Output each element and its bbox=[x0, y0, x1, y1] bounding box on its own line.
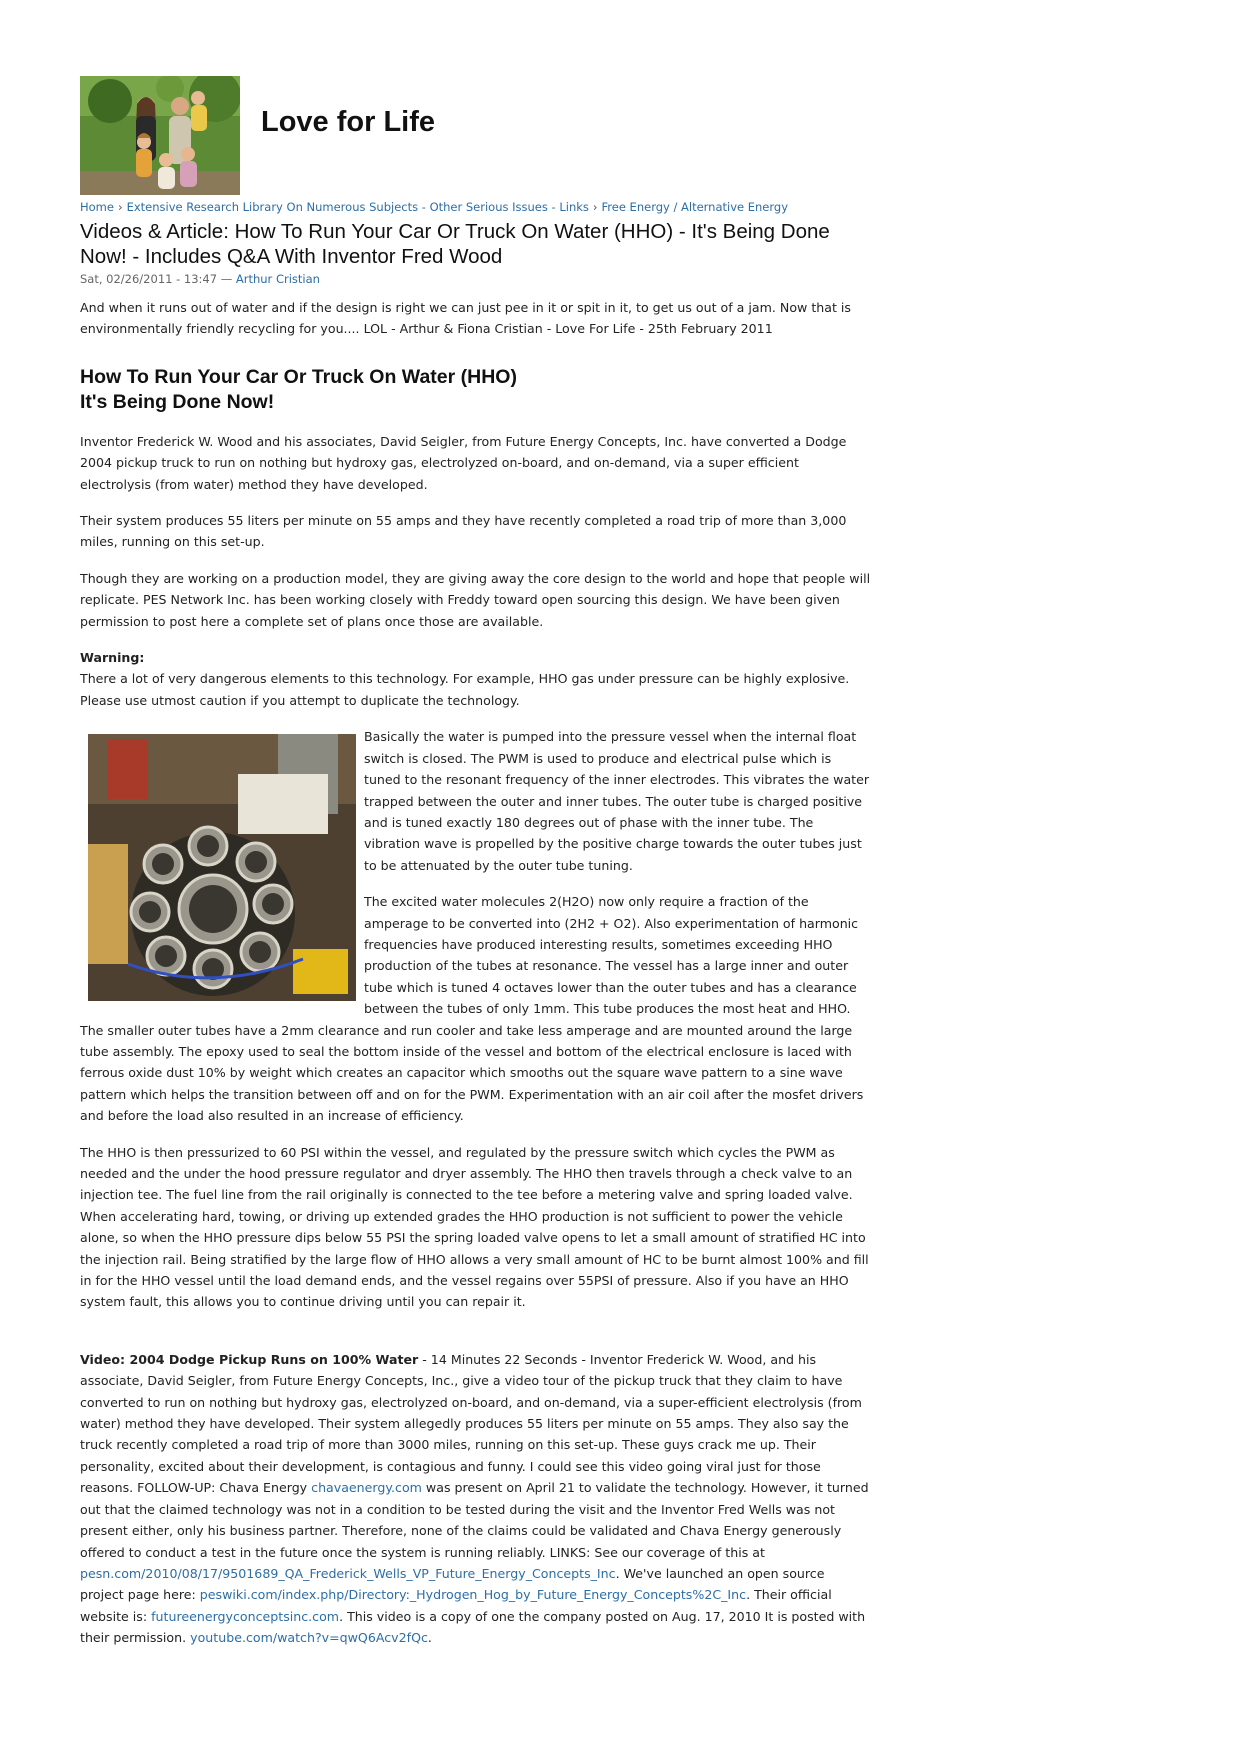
article-meta bbox=[80, 272, 320, 286]
chava-energy-link[interactable]: chavaenergy.com bbox=[311, 1480, 422, 1496]
video-text-3: . We've launched an open source project page here: bbox=[80, 1565, 825, 1603]
breadcrumb-separator: › bbox=[117, 200, 123, 214]
figure-section bbox=[80, 726, 871, 1141]
official-website-link[interactable]: futureenergyconceptsinc.com bbox=[151, 1608, 340, 1624]
paragraph-inventor: Inventor Frederick W. Wood and his associates, David Seigler, from Future Energy Concepts, Inc. have converted a Dodge 2004 pickup truck to run on nothing but hydroxy gas, electrolyzed on-board, and on-demand, via a super efficient electrolysis (from water) method they have developed. bbox=[80, 433, 847, 492]
paragraph-excited-molecules: The excited water molecules 2(H2O) now only require a fraction of the amperage to be converted into (2H2 + O2). Also experimentation of harmonic frequencies have produced interesting results, sometimes exceeding HHO production of the tubes at resonance. The vessel has a large inner and outer tube which is tuned 4 octaves lower than the outer tubes and has a clearance between the tubes of only 1mm. This tube produces the most heat and HHO. The smaller outer tubes have a 2mm clearance and run cooler and take less amperage and are mounted around the large tube assembly. The epoxy used to seal the bottom inside of the vessel and bottom of the electrical enclosure is laced with ferrous oxide dust 10% by weight which creates an capacitor which smooths out the square wave pattern to a sine wave pattern which helps the transition between off and on for the PWM. Experimentation with an air coil after the mosfet drivers and before the load also resulted in an increase of efficiency. bbox=[80, 894, 864, 1124]
section-heading bbox=[80, 365, 871, 415]
section-heading-line1: How To Run Your Car Or Truck On Water (HHO) bbox=[80, 365, 517, 388]
warning-block bbox=[80, 647, 871, 711]
article-date: Sat, 02/26/2011 - 13:47 — bbox=[80, 272, 233, 286]
peswiki-link[interactable]: peswiki.com/index.php/Directory:_Hydrogen_Hog_by_Future_Energy_Concepts%2C_Inc bbox=[199, 1587, 747, 1603]
paragraph-production: Though they are working on a production model, they are giving away the core design to the world and hope that people will replicate. PES Network Inc. has been working closely with Freddy toward open sourcing this design. We have been given permission to post here a complete set of plans once those are available. bbox=[80, 570, 871, 629]
breadcrumb bbox=[80, 200, 788, 214]
hho-tubes-photo bbox=[88, 734, 356, 1001]
paragraph-system: Their system produces 55 liters per minute on 55 amps and they have recently completed a road trip of more than 3,000 miles, running on this set-up. bbox=[80, 513, 847, 550]
site-header bbox=[80, 76, 780, 196]
section-heading-line2: It's Being Done Now! bbox=[80, 390, 275, 413]
breadcrumb-separator: › bbox=[592, 200, 598, 214]
youtube-link[interactable]: youtube.com/watch?v=qwQ6Acv2fQc bbox=[190, 1630, 428, 1646]
pesn-link[interactable]: pesn.com/2010/08/17/9501689_QA_Frederick_Wells_VP_Future_Energy_Concepts_Inc bbox=[80, 1565, 616, 1581]
video-title: Video: 2004 Dodge Pickup Runs on 100% Water bbox=[80, 1351, 419, 1367]
spacer bbox=[80, 1328, 871, 1349]
intro-paragraph: And when it runs out of water and if the design is right we can just pee in it or spit in it, to get us out of a jam. Now that is environmentally friendly recycling for you.... LOL - Arthur & Fiona Cristian - Love For Life - 25th February 2011 bbox=[80, 300, 851, 337]
warning-label: Warning: bbox=[80, 650, 145, 666]
video-text-2: was present on April 21 to validate the technology. However, it turned out that the claimed technology was not in a condition to be tested during the visit and the Inventor Fred Wells was not present either, only his business partner. Therefore, none of the claims could be validated and Chava Energy generously offered to conduct a test in the future once the system is running reliably. LINKS: See our coverage of this at bbox=[80, 1480, 869, 1560]
breadcrumb-research-library[interactable]: Extensive Research Library On Numerous Subjects - Other Serious Issues - Links bbox=[126, 200, 589, 214]
breadcrumb-free-energy[interactable]: Free Energy / Alternative Energy bbox=[601, 200, 789, 214]
article-title: Videos & Article: How To Run Your Car Or Truck On Water (HHO) - It's Being Done Now! - Includes Q&A With Inventor Fred Wood bbox=[80, 220, 830, 268]
video-text-4: . Their official website is: bbox=[80, 1587, 832, 1624]
logo-photo[interactable] bbox=[80, 76, 240, 195]
video-text-1: - 14 Minutes 22 Seconds - Inventor Frederick W. Wood, and his associate, David Seigler, from Future Energy Concepts, Inc., give a video tour of the pickup truck that they claim to have converted to run on nothing but hydroxy gas, electrolyzed on-board, and on-demand, via a super-efficient electrolysis (from water) method they have developed. Their system allegedly produces 55 liters per minute on 55 amps. They also say the truck recently completed a road trip of more than 3000 miles, running on this set-up. These guys crack me up. Their personality, excited about their development, is contagious and funny. I could see this video going viral just for those reasons. FOLLOW-UP: Chava Energy bbox=[80, 1351, 862, 1496]
paragraph-water-pump: Basically the water is pumped into the pressure vessel when the internal float switch is closed. The PWM is used to produce and electrical pulse which is tuned to the resonant frequency of the inner electrodes. This vibrates the water trapped between the outer and inner tubes. The outer tube is charged positive and is tuned exactly 180 degrees out of phase with the inner tube. The vibration wave is propelled by the positive charge towards the outer tubes just to be attenuated by the outer tube tuning. bbox=[364, 729, 870, 873]
author-link[interactable]: Arthur Cristian bbox=[235, 272, 320, 286]
video-text-5: . This video is a copy of one the company posted on Aug. 17, 2010 It is posted with their permission. bbox=[80, 1608, 866, 1646]
video-text-6: . bbox=[427, 1630, 432, 1646]
site-title[interactable]: Love for Life bbox=[261, 106, 436, 138]
family-photo-illustration bbox=[80, 76, 240, 195]
hho-tubes-illustration bbox=[88, 734, 356, 1001]
video-description bbox=[80, 1349, 871, 1649]
article-body bbox=[80, 297, 871, 1664]
paragraph-pressurized: The HHO is then pressurized to 60 PSI within the vessel, and regulated by the pressure switch which cycles the PWM as needed and the under the hood pressure regulator and dryer assembly. The HHO then travels through a check valve to an injection tee. The fuel line from the rail originally is connected to the tee before a metering valve and spring loaded valve. When accelerating hard, towing, or driving up extended grades the HHO production is not sufficient to power the vehicle alone, so when the HHO pressure dips below 55 PSI the spring loaded valve opens to let a small amount of stratified HC into the injection rail. Being stratified by the large flow of HHO allows a very small amount of HC to be burnt almost 100% and fill in for the HHO vessel until the load demand ends, and the vessel regains over 55PSI of pressure. Also if you have an HHO system fault, this allows you to continue driving until you can repair it. bbox=[80, 1144, 869, 1310]
warning-text: There a lot of very dangerous elements to this technology. For example, HHO gas under pressure can be highly explosive. Please use utmost caution if you attempt to duplicate the technology. bbox=[80, 671, 850, 708]
breadcrumb-home[interactable]: Home bbox=[80, 200, 114, 214]
